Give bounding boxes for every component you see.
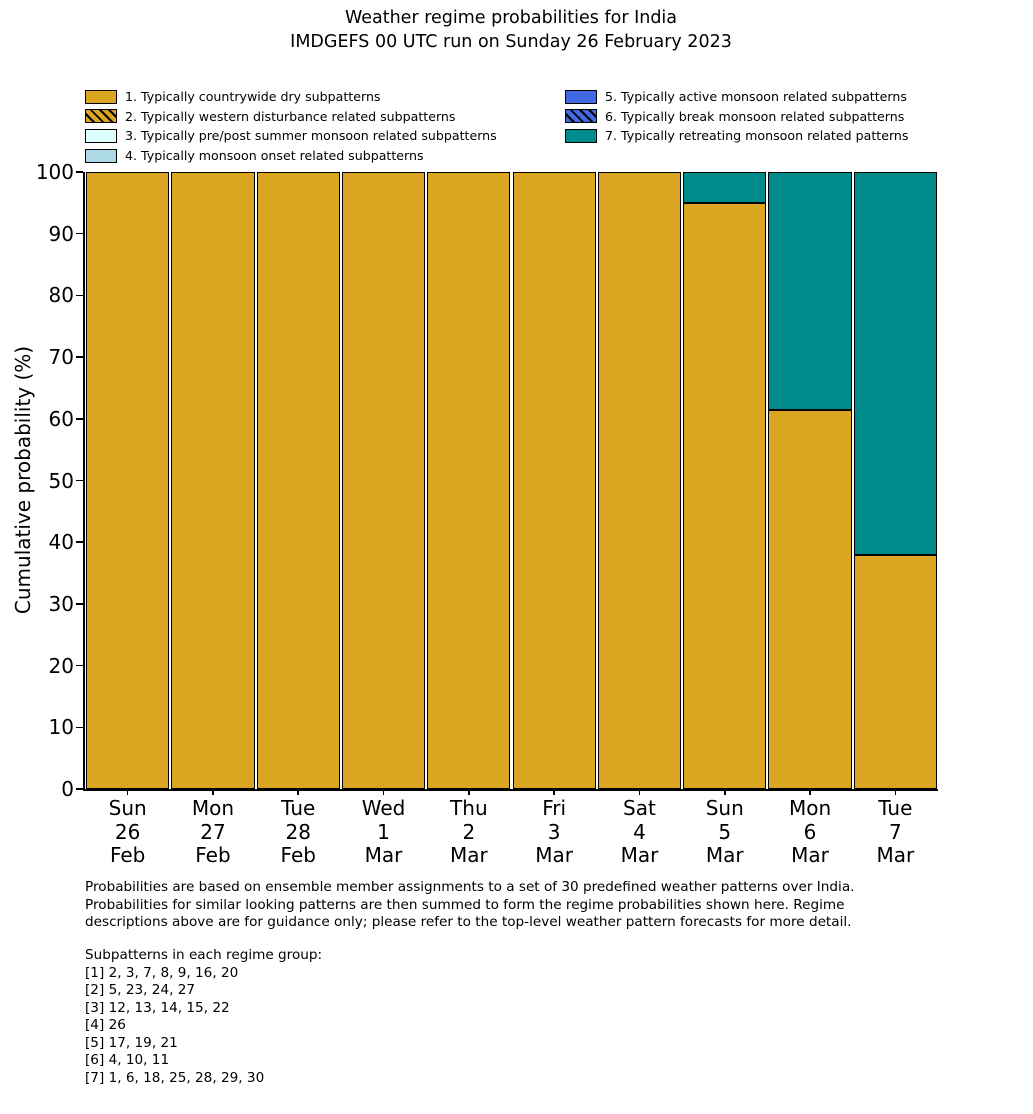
x-tick-label-line: Mar bbox=[620, 843, 659, 867]
bar-segment bbox=[257, 172, 340, 789]
bar-segment bbox=[683, 172, 766, 203]
x-tick-label-line: 3 bbox=[547, 819, 561, 844]
bar-segment bbox=[342, 172, 425, 789]
footnote-text bbox=[85, 879, 854, 932]
plot-area bbox=[85, 172, 938, 789]
bar-segment bbox=[768, 172, 851, 410]
x-tick-label-line: Thu bbox=[450, 796, 488, 820]
footnote-line: Probabilities are based on ensemble member assignments to a set of 30 predefined weather patterns over India. bbox=[85, 879, 855, 895]
x-tick-label bbox=[682, 797, 767, 868]
x-tick-mark bbox=[639, 789, 641, 795]
subpattern-group-line: [3] 12, 13, 14, 15, 22 bbox=[85, 999, 230, 1016]
y-tick-label: 100 bbox=[35, 160, 74, 184]
legend-item-label: 3. Typically pre/post summer monsoon related subpatterns bbox=[125, 128, 497, 144]
x-tick-label-line: Feb bbox=[280, 843, 316, 867]
legend-item bbox=[85, 107, 497, 127]
y-tick-mark bbox=[76, 171, 83, 173]
subpattern-group-line: [6] 4, 10, 11 bbox=[85, 1052, 170, 1068]
bar-segment bbox=[513, 172, 596, 789]
x-tick-label-line: 26 bbox=[114, 819, 141, 844]
y-tick-label: 20 bbox=[48, 653, 74, 678]
x-tick-label-line: Mar bbox=[876, 843, 915, 867]
x-tick-label-line: 28 bbox=[285, 819, 311, 844]
x-tick-mark bbox=[895, 789, 897, 795]
bar-segment bbox=[86, 172, 169, 789]
x-tick-label-line: 1 bbox=[377, 819, 390, 844]
x-tick-label-line: 27 bbox=[200, 819, 226, 844]
legend-item-label: 6. Typically break monsoon related subpatterns bbox=[605, 108, 905, 124]
y-tick-mark bbox=[76, 480, 83, 482]
y-tick-mark bbox=[76, 603, 83, 605]
subpatterns-heading: Subpatterns in each regime group: bbox=[85, 947, 323, 963]
legend-swatch-icon bbox=[565, 129, 597, 143]
y-tick-label: 60 bbox=[48, 406, 74, 431]
legend-swatch-icon bbox=[85, 149, 117, 163]
x-tick-label-line: 5 bbox=[718, 819, 732, 844]
x-tick-label-line: Sun bbox=[108, 796, 147, 820]
y-axis-spine bbox=[83, 172, 85, 791]
x-tick-label-line: Tue bbox=[281, 796, 316, 820]
x-tick-label-line: 4 bbox=[633, 819, 646, 844]
legend-item-label: 5. Typically active monsoon related subpatterns bbox=[605, 89, 907, 105]
y-tick-mark bbox=[76, 665, 83, 667]
subpattern-group-line: [5] 17, 19, 21 bbox=[85, 1034, 178, 1051]
x-tick-label bbox=[426, 797, 511, 868]
x-tick-label-line: 2 bbox=[462, 819, 476, 844]
legend-item bbox=[85, 126, 497, 146]
legend-column-right bbox=[565, 87, 908, 146]
subpattern-group-line: [1] 2, 3, 7, 8, 9, 16, 20 bbox=[85, 964, 239, 981]
legend-item-label: 2. Typically western disturbance related subpatterns bbox=[125, 108, 456, 124]
x-tick-mark bbox=[553, 789, 555, 795]
bar-segment bbox=[854, 172, 937, 555]
bar-segment bbox=[427, 172, 510, 789]
y-tick-mark bbox=[76, 788, 83, 790]
y-tick-label: 90 bbox=[48, 221, 74, 246]
y-tick-label: 40 bbox=[48, 530, 74, 555]
y-tick-mark bbox=[76, 295, 83, 297]
y-tick-mark bbox=[76, 727, 83, 729]
x-tick-mark bbox=[383, 789, 385, 795]
legend-item bbox=[85, 146, 497, 166]
y-tick-label: 10 bbox=[48, 715, 74, 740]
x-tick-mark bbox=[724, 789, 726, 795]
x-tick-label bbox=[341, 797, 426, 868]
x-tick-mark bbox=[468, 789, 470, 795]
legend-column-left bbox=[85, 87, 497, 165]
subpattern-group-line: [2] 5, 23, 24, 27 bbox=[85, 982, 196, 998]
legend-swatch-icon bbox=[85, 109, 117, 123]
x-tick-label-line: 6 bbox=[803, 819, 817, 844]
y-tick-label: 0 bbox=[61, 777, 74, 801]
x-tick-label-line: Sun bbox=[705, 796, 744, 820]
x-tick-label bbox=[597, 797, 682, 868]
legend-item bbox=[565, 87, 908, 107]
subpattern-group-line: [7] 1, 6, 18, 25, 28, 29, 30 bbox=[85, 1069, 265, 1086]
legend-swatch-icon bbox=[565, 109, 597, 123]
bar-segment bbox=[854, 555, 937, 789]
chart-title: Weather regime probabilities for India bbox=[344, 8, 678, 28]
y-tick-label: 30 bbox=[48, 591, 74, 616]
legend-swatch-icon bbox=[85, 90, 117, 104]
x-tick-label-line: Mar bbox=[705, 843, 744, 867]
x-tick-label-line: Mar bbox=[791, 843, 829, 867]
subpatterns-list bbox=[85, 947, 322, 1087]
x-tick-label-line: Wed bbox=[361, 796, 406, 820]
y-tick-mark bbox=[76, 233, 83, 235]
x-tick-label-line: Mon bbox=[788, 796, 832, 820]
x-tick-label-line: Fri bbox=[542, 796, 567, 820]
x-tick-label bbox=[85, 797, 170, 868]
x-tick-label-line: Feb bbox=[195, 843, 231, 867]
footnote-line: Probabilities for similar looking patterns are then summed to form the regime probabilities shown here. Regime bbox=[85, 896, 845, 913]
x-tick-label-line: Mar bbox=[364, 843, 403, 867]
legend-item bbox=[85, 87, 497, 107]
subpattern-group-line: [4] 26 bbox=[85, 1017, 126, 1033]
y-tick-mark bbox=[76, 418, 83, 420]
footnote-line: descriptions above are for guidance only; please refer to the top-level weather pattern forecasts for more detail. bbox=[85, 914, 852, 931]
y-tick-label: 50 bbox=[48, 468, 74, 493]
bar-segment bbox=[598, 172, 681, 789]
legend-item bbox=[565, 126, 908, 146]
y-tick-mark bbox=[76, 541, 83, 543]
x-tick-mark bbox=[297, 789, 299, 795]
legend-item-label: 1. Typically countrywide dry subpatterns bbox=[125, 89, 381, 105]
x-tick-label-line: Mar bbox=[535, 843, 574, 867]
x-tick-label-line: 7 bbox=[888, 819, 902, 844]
x-tick-label bbox=[767, 797, 852, 868]
x-tick-mark bbox=[809, 789, 811, 795]
x-tick-label-line: Mon bbox=[191, 796, 235, 820]
legend-item-label: 7. Typically retreating monsoon related patterns bbox=[605, 128, 909, 144]
bar-segment bbox=[683, 203, 766, 789]
bar-segment bbox=[768, 410, 851, 789]
legend-item-label: 4. Typically monsoon onset related subpatterns bbox=[125, 148, 424, 164]
x-tick-label-line: Tue bbox=[878, 796, 913, 820]
legend-swatch-icon bbox=[565, 90, 597, 104]
x-tick-label bbox=[256, 797, 341, 868]
chart-subtitle: IMDGEFS 00 UTC run on Sunday 26 February 2023 bbox=[290, 32, 732, 52]
y-tick-mark bbox=[76, 356, 83, 358]
y-tick-label: 70 bbox=[48, 345, 74, 370]
x-tick-label-line: Feb bbox=[109, 843, 146, 867]
y-tick-label: 80 bbox=[48, 283, 74, 308]
bar-segment bbox=[171, 172, 254, 789]
x-tick-label-line: Mar bbox=[449, 843, 488, 867]
legend-swatch-icon bbox=[85, 129, 117, 143]
x-tick-label-line: Sat bbox=[623, 796, 656, 820]
x-tick-mark bbox=[127, 789, 129, 795]
y-axis-label: Cumulative probability (%) bbox=[11, 345, 35, 615]
x-tick-label bbox=[853, 797, 938, 868]
x-tick-mark bbox=[212, 789, 214, 795]
x-tick-label bbox=[170, 797, 255, 868]
x-tick-label bbox=[512, 797, 597, 868]
legend-item bbox=[565, 107, 908, 127]
